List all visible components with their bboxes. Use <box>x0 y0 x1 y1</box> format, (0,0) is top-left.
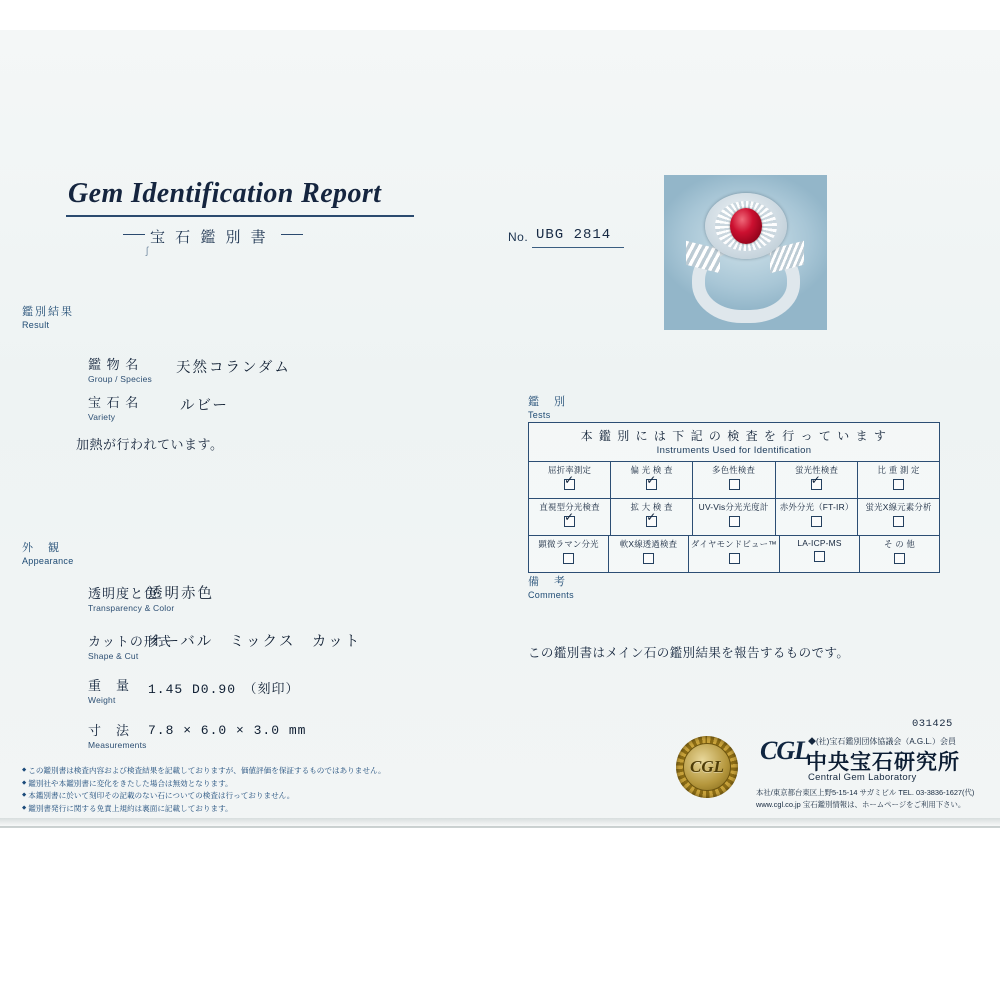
title-rule <box>66 215 414 217</box>
instruments-table-header: 本 鑑 別 に は 下 記 の 検 査 を 行 っ て い ま す Instruments Used for Identification <box>529 423 939 462</box>
lab-name-en: Central Gem Laboratory <box>808 772 917 783</box>
table-row <box>529 462 939 499</box>
checkbox-checked[interactable] <box>564 516 575 527</box>
field-group-species-value: 天然コランダム <box>176 360 291 376</box>
checkbox-unchecked[interactable] <box>811 516 822 527</box>
checkbox-checked[interactable] <box>646 479 657 490</box>
report-title-jp: 宝 石 鑑 別 書 <box>150 229 269 246</box>
report-title-en: Gem Identification Report <box>68 178 382 209</box>
lab-name-jp: 中央宝石研究所 <box>806 751 960 774</box>
test-cell[interactable]: 赤外分光（FT-IR） <box>776 499 858 535</box>
test-cell[interactable]: 蛍光性検査 ✓ <box>776 462 858 498</box>
flourish-icon: ʃ <box>146 246 149 257</box>
heat-treatment-note: 加熱が行われています。 <box>76 437 224 452</box>
section-tests-header: 鑑 別 Tests <box>528 396 567 420</box>
test-cell[interactable]: そ の 他 <box>860 536 939 572</box>
checkbox-checked[interactable] <box>564 479 575 490</box>
lab-address <box>756 787 980 811</box>
field-group-species-label: 鑑 物 名 Group / Species <box>88 357 152 384</box>
section-appearance-header: 外 観 Appearance <box>22 542 74 566</box>
gold-seal-icon <box>676 736 738 798</box>
checkbox-unchecked[interactable] <box>814 551 825 562</box>
field-shape-cut-value: オーバル ミックス カット <box>148 634 362 650</box>
field-transparency-color-label: 透明度と色 Transparency & Color <box>88 586 175 613</box>
field-shape-cut-label: カットの形式 Shape & Cut <box>88 634 172 661</box>
test-cell[interactable]: 屈折率測定 ✓ <box>529 462 611 498</box>
cgl-logo: CGL <box>760 736 809 765</box>
checkbox-unchecked[interactable] <box>729 516 740 527</box>
report-number-value: UBG 2814 <box>536 227 612 243</box>
section-result-header: 鑑別結果 Result <box>22 306 74 330</box>
checkbox-checked[interactable] <box>811 479 822 490</box>
checkbox-unchecked[interactable] <box>729 553 740 564</box>
test-cell[interactable]: LA-ICP-MS <box>780 536 860 572</box>
test-cell[interactable]: UV-Vis分光光度計 <box>693 499 775 535</box>
title-dash-right <box>281 234 303 235</box>
checkbox-checked[interactable] <box>646 516 657 527</box>
agl-membership-text: ◆(社)宝石鑑別団体協議会（A.G.L.）会員 <box>808 737 957 746</box>
field-variety-label: 宝 石 名 Variety <box>88 395 140 422</box>
lab-address-line: www.cgl.co.jp 宝石鑑別情報は、ホームページをご利用下さい。 <box>756 799 966 809</box>
test-cell[interactable]: 拡 大 検 査 ✓ <box>611 499 693 535</box>
certificate-sheet <box>0 30 1000 820</box>
disclaimer-line: ◆ 本鑑別書に於いて刻印その記載のない石についての検査は行っておりません。 <box>22 790 412 803</box>
test-cell[interactable]: 偏 光 検 査 ✓ <box>611 462 693 498</box>
field-weight-label: 重 量 Weight <box>88 678 131 705</box>
field-variety-value: ルビー <box>180 398 229 414</box>
sheet-bottom-line <box>0 826 1000 828</box>
lab-address-line: 本社/東京都台東区上野5-15-14 サガミビル TEL. 03-3836-1627(代) <box>756 788 975 797</box>
title-dash-left <box>123 234 145 235</box>
serial-number: 031425 <box>912 718 953 730</box>
field-transparency-color-value: 透明赤色 <box>148 586 214 602</box>
checkbox-unchecked[interactable] <box>893 516 904 527</box>
section-comments-header: 備 考 Comments <box>528 576 574 600</box>
table-row <box>529 499 939 536</box>
field-measurements-label: 寸 法 Measurements <box>88 723 147 750</box>
disclaimer-line: ◆ 鑑別社や本鑑別書に変化をきたした場合は無効となります。 <box>22 778 412 791</box>
test-cell[interactable]: ダイヤモンドビュー™ <box>689 536 780 572</box>
report-number-rule <box>532 247 624 248</box>
seal-text: CGL <box>690 757 724 776</box>
test-cell[interactable]: 直視型分光検査 ✓ <box>529 499 611 535</box>
disclaimer-line: ◆ この鑑別書は検査内容および検査結果を記載しておりますが、価値評価を保証するものではありません。 <box>22 765 412 778</box>
field-weight-value: 1.45 D0.90 （刻印） <box>148 682 300 697</box>
test-cell[interactable]: 比 重 測 定 <box>858 462 939 498</box>
disclaimer-block <box>22 765 412 815</box>
disclaimer-line: ◆ 鑑別書発行に関する免責上規約は裏面に記載しております。 <box>22 803 412 816</box>
field-measurements-value: 7.8 × 6.0 × 3.0 mm <box>148 723 307 738</box>
ruby-center-stone <box>730 208 762 244</box>
checkbox-unchecked[interactable] <box>563 553 574 564</box>
table-row <box>529 536 939 572</box>
checkbox-unchecked[interactable] <box>729 479 740 490</box>
photo-background <box>664 175 827 330</box>
checkbox-unchecked[interactable] <box>894 553 905 564</box>
checkbox-unchecked[interactable] <box>893 479 904 490</box>
instruments-used-table <box>528 422 940 573</box>
comments-text: この鑑別書はメイン石の鑑別結果を報告するものです。 <box>528 646 850 660</box>
test-cell[interactable]: 軟X線透過検査 <box>609 536 689 572</box>
test-cell[interactable]: 多色性検査 <box>693 462 775 498</box>
ruby-ring-photo <box>664 175 827 330</box>
report-number-label: No. <box>508 230 529 244</box>
checkbox-unchecked[interactable] <box>643 553 654 564</box>
test-cell[interactable]: 顕微ラマン分光 <box>529 536 609 572</box>
test-cell[interactable]: 蛍光X線元素分析 <box>858 499 939 535</box>
